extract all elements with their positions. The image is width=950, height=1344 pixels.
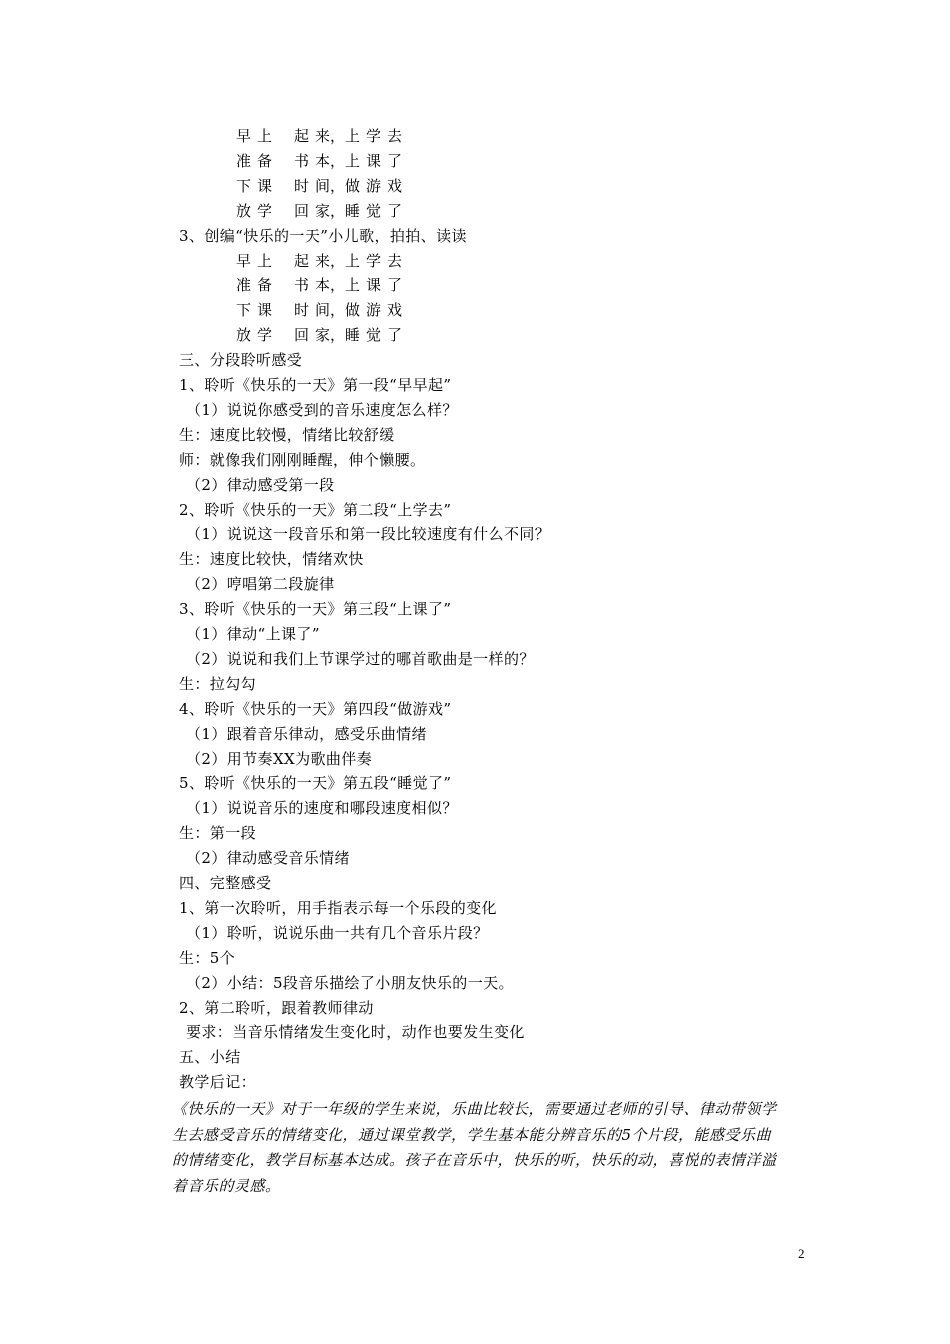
text-line: 2、第二聆听，跟着教师律动 [179,998,374,1017]
text-line: 3、聆听《快乐的一天》第三段“上课了” [179,600,452,619]
text-line: 五、小结 [179,1048,241,1067]
text-line: （1）说说这一段音乐和第一段比较速度有什么不同？ [186,525,551,544]
text-line: （2）说说和我们上节课学过的哪首歌曲是一样的？ [186,649,535,668]
text-line: （2）律动感受音乐情绪 [186,849,350,868]
text-line: （2）小结：5段音乐描绘了小朋友快乐的一天。 [186,973,514,992]
poem-line: 准 备 书 本，上 课 了 [236,276,403,295]
text-line: 四、完整感受 [179,874,272,892]
text-line: 教学后记： [179,1073,257,1092]
poem-line: 准 备 书 本，上 课 了 [236,151,403,170]
text-line: （1）说说你感受到的音乐速度怎么样？ [186,400,458,419]
poem-line: 早 上 起 来，上 学 去 [236,251,403,270]
text-line: 1、聆听《快乐的一天》第一段“早早起” [179,376,452,394]
text-line: 师：就像我们刚刚睡醒，伸个懒腰。 [179,450,426,469]
text-line: 5、聆听《快乐的一天》第五段“睡觉了” [179,774,452,793]
text-line: 4、聆听《快乐的一天》第四段“做游戏” [179,699,452,718]
teaching-reflection: 《快乐的一天》对于一年级的学生来说，乐曲比较长，需要通过老师的引导、律动带领学生去感受音乐的情绪变化，通过课堂教学，学生基本能分辨音乐的5个片段，能感受乐曲的情绪变化，教学目标基本达成。孩子在音乐中，快乐的听，快乐的动，喜悦的表情洋溢着音乐的灵感。 [172,1100,777,1195]
text-line: （1）律动“上课了” [186,625,320,643]
page-number: 2 [798,1246,805,1261]
text-line: （2）哼唱第二段旋律 [186,575,335,594]
text-line: 生：速度比较慢，情绪比较舒缓 [179,425,395,444]
poem-line: 放 学 回 家，睡 觉 了 [236,326,403,345]
text-line: 生：5个 [179,948,236,967]
text-line: （1）聆听，说说乐曲一共有几个音乐片段？ [186,923,489,942]
step-heading: 3、创编“快乐的一天”小儿歌，拍拍、读读 [179,226,467,245]
text-line: （2）用节奏XX为歌曲伴奏 [186,749,373,768]
text-line: 2、聆听《快乐的一天》第二段“上学去” [179,500,452,519]
poem-line: 下 课 时 间，做 游 戏 [236,301,403,320]
text-line: 生：第一段 [179,824,257,843]
text-line: 三、分段聆听感受 [179,351,303,370]
poem-line: 放 学 回 家，睡 觉 了 [236,201,403,220]
text-line: 生：速度比较快，情绪欢快 [179,550,364,569]
text-line: 要求：当音乐情绪发生变化时，动作也要发生变化 [186,1023,525,1042]
text-line: 生：拉勾勾 [179,674,257,693]
poem-line: 早 上 起 来，上 学 去 [236,127,403,145]
text-line: （1）说说音乐的速度和哪段速度相似？ [186,799,458,818]
text-line: 1、第一次聆听，用手指表示每一个乐段的变化 [179,898,497,917]
text-line: （2）律动感受第一段 [186,475,335,494]
poem-line: 下 课 时 间，做 游 戏 [236,176,403,195]
text-line: （1）跟着音乐律动，感受乐曲情绪 [186,724,427,743]
